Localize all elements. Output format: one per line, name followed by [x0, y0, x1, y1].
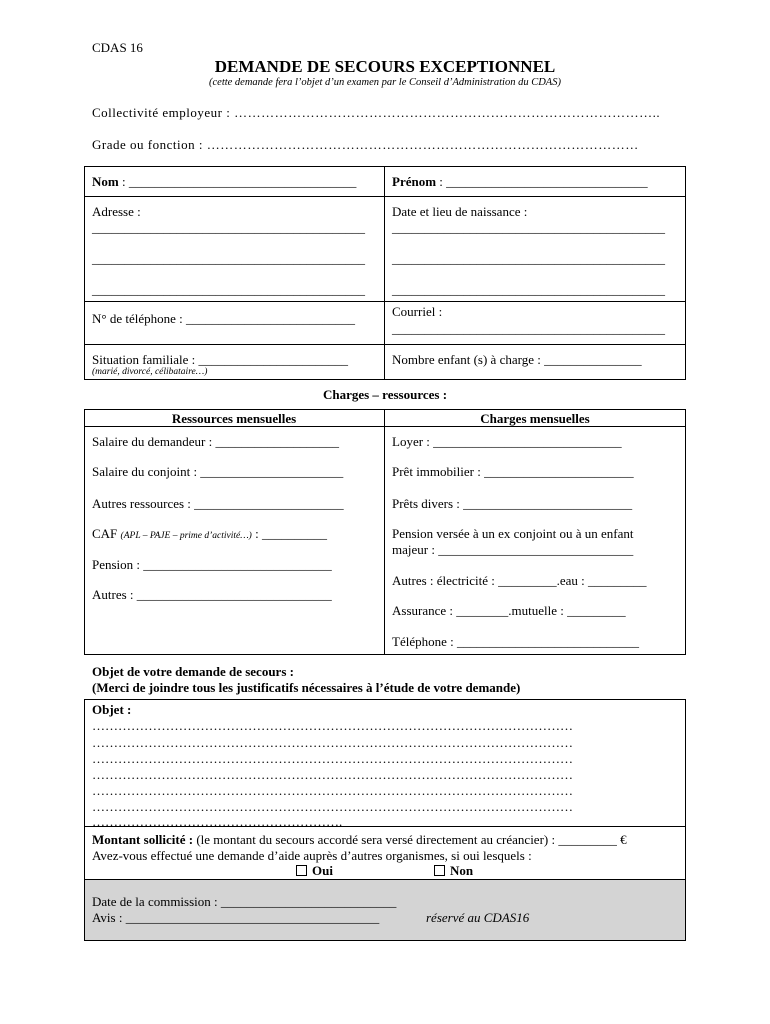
charges-title: Charges – ressources : — [322, 387, 448, 402]
form-code: CDAS 16 — [92, 40, 143, 55]
adresse-line-1[interactable]: __________________________________________ — [92, 220, 365, 235]
resources-header: Ressources mensuelles — [171, 411, 297, 426]
nom-field[interactable]: Nom : ___________________________________ — [92, 174, 357, 189]
collectivite-field[interactable]: Collectivité employeur : ………………………………………………………………………………….. — [92, 105, 661, 120]
adresse-label: Adresse : — [92, 204, 141, 219]
salaire-demandeur-field[interactable]: Salaire du demandeur : ___________________ — [92, 434, 339, 449]
commission-avis-field[interactable]: Avis : _______________________________________ — [92, 910, 380, 925]
caf-field[interactable]: CAF (APL – PAJE – prime d’activité…) : __________ — [92, 526, 327, 541]
situation-hint: (marié, divorcé, célibataire…) — [92, 367, 208, 377]
checkbox-icon — [434, 865, 445, 876]
objet-line-1[interactable]: ………………………………………………………………………………………………… — [92, 718, 573, 733]
telephone-field[interactable]: N° de téléphone : __________________________ — [92, 311, 356, 326]
enfants-field[interactable]: Nombre enfant (s) à charge : _______________ — [392, 352, 642, 367]
naissance-line-1[interactable]: __________________________________________ — [392, 220, 665, 235]
prenom-field[interactable]: Prénom : _______________________________ — [392, 174, 648, 189]
pension-versee-field[interactable]: majeur : ______________________________ — [392, 542, 634, 557]
adresse-line-3[interactable]: __________________________________________ — [92, 282, 365, 297]
objet-line-4[interactable]: ………………………………………………………………………………………………… — [92, 767, 573, 782]
objet-line-5[interactable]: ………………………………………………………………………………………………… — [92, 783, 573, 798]
commission-date-field[interactable]: Date de la commission : ___________________________ — [92, 894, 397, 909]
assurance-field[interactable]: Assurance : ________.mutuelle : _________ — [392, 603, 626, 618]
form-subtitle: (cette demande fera l’objet d’un examen par le Conseil d’Administration du CDAS) — [209, 77, 561, 88]
prets-divers-field[interactable]: Prêts divers : __________________________ — [392, 496, 633, 511]
objet-subtitle: (Merci de joindre tous les justificatifs nécessaires à l’étude de votre demande) — [92, 680, 521, 695]
salaire-conjoint-field[interactable]: Salaire du conjoint : ______________________ — [92, 464, 344, 479]
situation-field[interactable]: Situation familiale : _______________________ — [92, 352, 349, 367]
naissance-line-3[interactable]: __________________________________________ — [392, 282, 665, 297]
objet-line-7[interactable]: …………………………………………………. — [92, 814, 343, 829]
objet-line-6[interactable]: ………………………………………………………………………………………………… — [92, 799, 573, 814]
autres-field[interactable]: Autres : ______________________________ — [92, 587, 332, 602]
telephone-charge-field[interactable]: Téléphone : ____________________________ — [392, 634, 639, 649]
naissance-line-2[interactable]: __________________________________________ — [392, 251, 665, 266]
courriel-line[interactable]: __________________________________________ — [392, 321, 665, 336]
autres-ressources-field[interactable]: Autres ressources : _______________________ — [92, 496, 344, 511]
pension-field[interactable]: Pension : _____________________________ — [92, 557, 332, 572]
charges-header: Charges mensuelles — [480, 411, 590, 426]
objet-line-2[interactable]: ………………………………………………………………………………………………… — [92, 735, 573, 750]
objet-line-3[interactable]: ………………………………………………………………………………………………… — [92, 751, 573, 766]
pret-immobilier-field[interactable]: Prêt immobilier : _______________________ — [392, 464, 634, 479]
pension-versee-label: Pension versée à un ex conjoint ou à un enfant — [392, 526, 634, 541]
autres-charges-field[interactable]: Autres : électricité : _________.eau : _________ — [392, 573, 647, 588]
form-title: DEMANDE DE SECOURS EXCEPTIONNEL — [214, 57, 556, 76]
grade-field[interactable]: Grade ou fonction : …………………………………………………………………………………… — [92, 137, 639, 152]
montant-field[interactable]: Montant sollicité : (le montant du secours accordé sera versé directement au créancier) : _________ € — [92, 832, 627, 847]
adresse-line-2[interactable]: __________________________________________ — [92, 251, 365, 266]
checkbox-icon — [296, 865, 307, 876]
loyer-field[interactable]: Loyer : _____________________________ — [392, 434, 622, 449]
naissance-label: Date et lieu de naissance : — [392, 204, 528, 219]
checkbox-oui[interactable]: Oui — [296, 863, 333, 879]
objet-title: Objet de votre demande de secours : — [92, 664, 294, 679]
courriel-label: Courriel : — [392, 304, 443, 319]
checkbox-non[interactable]: Non — [434, 863, 473, 879]
identity-table — [84, 166, 686, 380]
reserve-note: réservé au CDAS16 — [426, 910, 530, 925]
objet-label: Objet : — [92, 702, 132, 717]
autres-organismes-question: Avez-vous effectué une demande d’aide auprès d’autres organismes, si oui lesquels : — [92, 848, 532, 863]
